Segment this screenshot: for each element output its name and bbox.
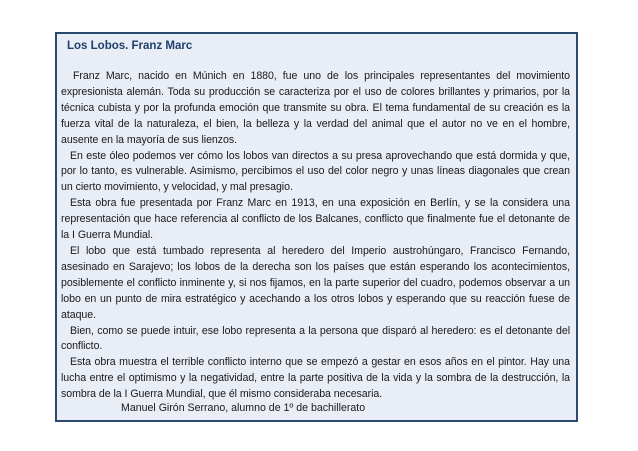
paragraph-intro: Franz Marc, nacido en Múnich en 1880, fue uno de los principales representantes del movimiento expresionista alemán. Toda su producción se caracteriza por el uso de colores brillantes y primarios, por la técnica cubista y por la profunda emoción que transmite su obra. El tema fundamental de su creación es la fuerza vital de la naturaleza, el bien, la belleza y la verdad del animal que el autor no ve en el hombre, ausente en la mayoría de sus lienzos. — [61, 70, 570, 146]
paragraph-conclusion: Esta obra muestra el terrible conflicto interno que se empezó a gestar en esos años en el pintor. Hay una lucha entre el optimismo y la negatividad, entre la parte positiva de la vida y la sombra de la destrucción, la sombra de la I Guerra Mundial, que él mismo consideraba necesaria. — [61, 356, 570, 401]
paragraph-interpretation: El lobo que está tumbado representa al heredero del Imperio austrohúngaro, Francisco Fernando, asesinado en Sarajevo; los lobos de la derecha son los países que están esperando los acontecimientos, posiblemente el conflicto inminente y, si nos fijamos, en la parte superior del cuadro, podemos observar a un lobo en un punto de mira estratégico y acechando a los otros lobos y esperando que su reacción fuese de ataque. — [61, 244, 570, 321]
paragraph-detonator: Bien, como se puede intuir, ese lobo representa a la persona que disparó al heredero: es el detonante del conflicto. — [61, 324, 570, 353]
title-spacer — [61, 55, 570, 69]
document-title: Los Lobos. Franz Marc — [67, 40, 193, 52]
paragraph-description: En este óleo podemos ver cómo los lobos van directos a su presa aprovechando que está dormida y que, por lo tanto, es vulnerable. Asimismo, percibimos el uso del color negro y unas líneas diagonales que crean un cierto movimiento, y velocidad, y mal presagio. — [61, 149, 570, 194]
paragraph-history: Esta obra fue presentada por Franz Marc en 1913, en una exposición en Berlín, y se la considera una representación que hace referencia al conflicto de los Balcanes, conflicto que finalmente fue el detonante de la I Guerra Mundial. — [61, 197, 570, 242]
author-signature: Manuel Girón Serrano, alumno de 1º de bachillerato — [121, 402, 366, 414]
text-card — [55, 32, 578, 422]
